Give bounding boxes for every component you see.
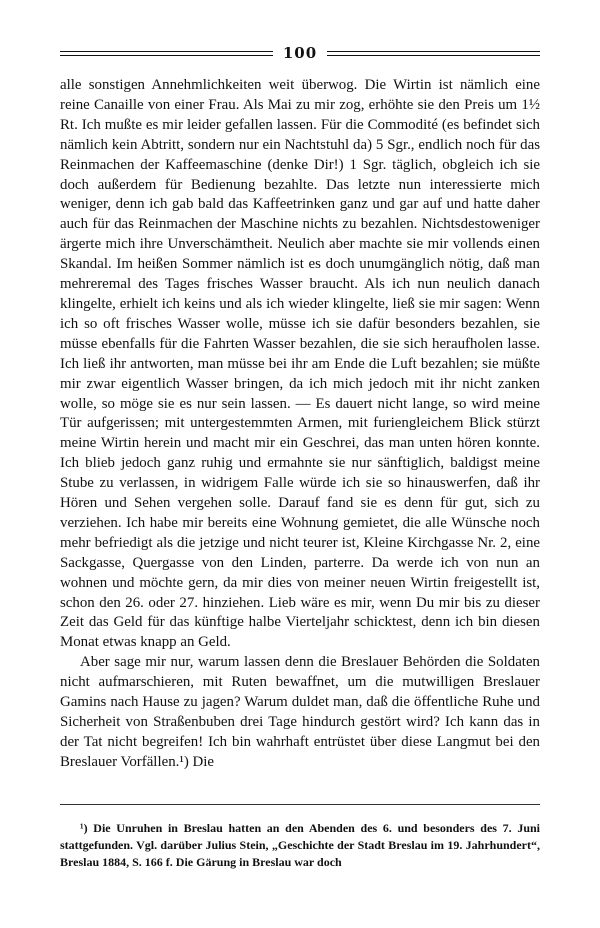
paragraph: Aber sage mir nur, warum lassen denn die Breslauer Behörden die Soldaten nicht aufmarschieren, mit Ruten bewaffnet, um die mutwilligen Breslauer Gamins nach Hause zu jagen? Warum duldet man, daß die öffentliche Ruhe und Sicherheit von Straßenbuben drei Tage hindurch gestört wird? Ich kann das in der Tat nicht begreifen! Ich bin wahrhaft entrüstet über diese Langmut bei den Breslauer Vorfällen.¹) Die [60, 654, 540, 770]
paragraph: alle sonstigen Annehmlichkeiten weit überwog. Die Wirtin ist nämlich eine reine Canaille von einer Frau. Als Mai zu mir zog, erhöhte sie den Preis um 1½ Rt. Ich mußte es mir leider gefallen lassen. Für die Commodité (es befindet sich nämlich kein Abtritt, sondern nur ein Nachtstuhl da) 5 Sgr., endlich noch für das Reinmachen der Kaffeemaschine (denke Dir!) 1 Sgr. täglich, obgleich ich sie doch außerdem für Bedienung bezahlte. Das letzte nun interessierte mich weniger, denn ich gab bald das Kaffeetrinken ganz und gar auf und hatte daher auch für das Reinmachen der Maschine nichts zu bezahlen. Nichtsdestoweniger ärgerte mich ihre Unverschämtheit. Neulich aber machte sie mir vollends einen Skandal. Im heißen Sommer nämlich ist es doch unumgänglich nötig, daß man mehreremal des Tages frisches Wasser braucht. Als ich nun neulich danach klingelte, erhielt ich keins und als ich wieder klingelte, ließ sie mir sagen: Wenn ich so oft frisches Wasser wolle, müsse ich sie dafür besonders bezahlen, sie müsse ebenfalls für die Fahrten Wasser bezahlen, die sie sich heraufholen lasse. Ich ließ ihr antworten, man müsse bei ihr am Ende die Luft bezahlen; sie müßte mir zwar eigentlich Wasser bringen, da ich mich jedoch mit ihr nicht zanken wolle, so möge sie es nur sein lassen. — Es dauert nicht lange, so wird meine Tür aufgerissen; mit untergestemmten Armen, mit furiengleichem Blick stürzt meine Wirtin herein und macht mir ein Geschrei, das man unten hören konnte. Ich blieb jedoch ganz ruhig und ermahnte sie nur sänftiglich, baldigst meine Stube zu verlassen, in widrigem Falle würde ich sie so hinauswerfen, daß ihr Hören und Sehen vergehen solle. Darauf fand sie es denn für gut, sich zu verziehen. Ich habe mir bereits eine Wohnung gemietet, die alle Wünsche noch mehr befriedigt als die jetzige und nicht teurer ist, Kleine Kirchgasse Nr. 2, eine Sackgasse, Quergasse von den Linden, parterre. Da werde ich von nun an wohnen und möchte gern, da mir dies von meiner neuen Wirtin freigestellt ist, schon den 26. oder 27. hinziehen. Lieb wäre es mir, wenn Du mir bis zu dieser Zeit das Geld für das künftige halbe Vierteljahr schicktest, denn ich bin diesen Monat etwas knapp an Geld. [60, 77, 540, 651]
header-rule-left [60, 51, 273, 56]
footnote [60, 820, 540, 871]
body-text [60, 76, 540, 773]
footnote-text: ¹) Die Unruhen in Breslau hatten an den Abenden des 6. und besonders des 7. Juni stattgefunden. Vgl. darüber Julius Stein, „Geschichte der Stadt Breslau im 19. Jahrhundert“, Breslau 1884, S. 166 f. Die Gärung in Breslau war doch [60, 821, 540, 869]
page-header [60, 44, 540, 62]
footnote-separator [60, 804, 540, 805]
header-rule-right [327, 51, 540, 56]
page-number: 100 [282, 44, 318, 62]
